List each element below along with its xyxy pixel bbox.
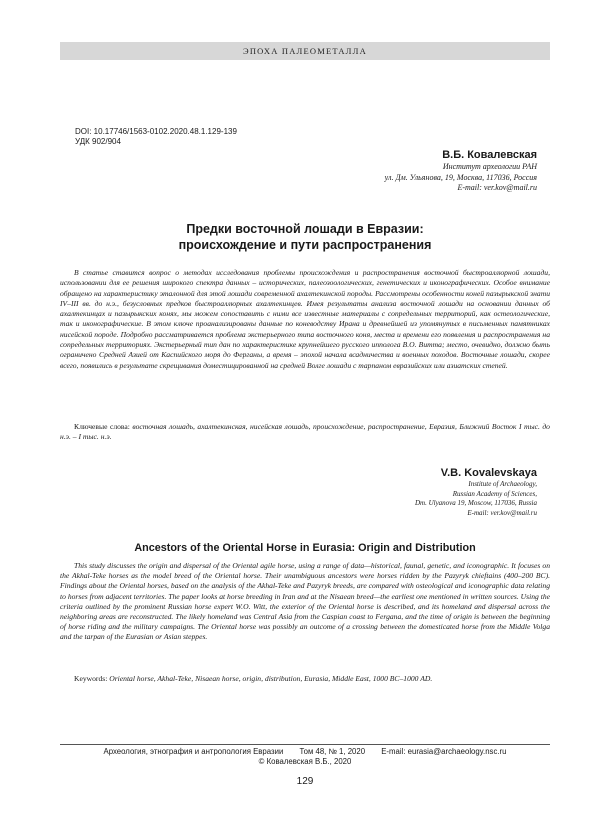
page-number: 129 bbox=[296, 776, 314, 787]
address-line-ru: ул. Дм. Ульянова, 19, Москва, 117036, Россия bbox=[384, 172, 537, 182]
keywords-ru-label: Ключевые слова: bbox=[74, 422, 130, 431]
affiliation-line-en-2: Russian Academy of Sciences, bbox=[452, 489, 537, 498]
keywords-en-text: Oriental horse, Akhal-Teke, Nisaean horse, origin, distribution, Eurasia, Middle East, 1000 BC–1000 AD. bbox=[109, 674, 433, 683]
affiliation-line-ru: Институт археологии РАН bbox=[442, 162, 537, 171]
udk: УДК 902/904 bbox=[75, 137, 121, 146]
section-header: ЭПОХА ПАЛЕОМЕТАЛЛА bbox=[60, 42, 550, 60]
email-en: E-mail: ver.kov@mail.ru bbox=[467, 508, 537, 517]
affiliation-line-en-1: Institute of Archaeology, bbox=[468, 480, 537, 488]
footer-divider bbox=[60, 744, 550, 745]
title-ru-line-2: происхождение и пути распространения bbox=[178, 237, 432, 252]
abstract-en: This study discusses the origin and dispersal of the Oriental agile horse, using a range of data—historical, faunal, genetic, and iconographic. It focuses on the Akhal-Teke horses as the model breed of the Oriental horse. Their unambiguous ancestors were horses ridden by the Pazyryk chieftains (400–200 BC). Findings about the Oriental horses, based on the analysis of the Akhal-Teke and Pazyryk breeds, are compared with osteological and iconographic data relating to horses from adjacent territories. The paper looks at horse breeding in Iran and at the Nisaean breed—the earliest one mentioned in written sources. Using the criteria outlined by the prominent Russian horse expert W.O. Witt, the exterior of the Oriental horse is described, and its homeland and dispersal across the neighboring areas are reconstructed. The likely homeland was Central Asia from the Caspian coast to Fergana, and the time of origin is between the beginning of horse riding and the military campaigns. The Oriental horse was possibly an outcome of a crossing between the domesticated horse from the Middle Volga and the tarpan of the Eurasian or Asian steppes. bbox=[60, 561, 550, 642]
address-line-en: Dm. Ulyanova 19, Moscow, 117036, Russia bbox=[414, 499, 537, 507]
keywords-ru bbox=[60, 422, 550, 443]
author-block-en bbox=[415, 466, 537, 518]
article-title-en: Ancestors of the Oriental Horse in Eurasia: Origin and Distribution bbox=[134, 542, 476, 554]
author-name-en: V.B. Kovalevskaya bbox=[440, 467, 537, 479]
keywords-ru-text: восточная лошадь, ахалтекинская, нисейская лошадь, происхождение, распространение, Евразия, Ближний Восток I тыс. до н.э. – I тыс. н.э. bbox=[60, 422, 550, 442]
footer-email: E-mail: eurasia@archaeology.nsc.ru bbox=[381, 747, 507, 756]
footer-volume: Том 48, № 1, 2020 bbox=[299, 747, 366, 756]
keywords-en bbox=[60, 674, 550, 684]
title-ru-line-1: Предки восточной лошади в Евразии: bbox=[186, 222, 424, 236]
abstract-ru: В статье ставится вопрос о методах исследования проблемы происхождения и распространения восточной быстроаллюрной лошади, использовании для ее решения широкого спектра данных – исторических, палеозоологических, генетических и иконографических. Особое внимание обращено на характеристику эталонной для этой лошади современной ахалтекинской породы. Рассмотрены особенности коней пазырыкской знати IV–III вв. до н.э., безусловных предков быстроаллюрных ахалтекинцев. Имея результаты анализа восточной лошади на основании данных об ахалтекинцах и пазырыкских конях, мы можем сопоставить с ними все известные материалы с сопредельных территорий, как остеологические, так и иконографические. В этом ключе проанализированы данные по коневодству Ирана и древнейшей из упомянутых в письменных памятниках нисейской породе. Подробно рассматривается проблема экстерьерного типа восточного коня, места и времени его появления и распространения на сопредельных территориях. Экстерьерный тип дан по характеристике крупнейшего русского ипполога В.О. Витта; место, очевидно, должно быть ограничено Средней Азией от Каспийского моря до Ферганы, а время – эпохой начала всадничества и военных походов. Восточные лошади, скорее всего, появились в результате скрещивания доместицированной на средней Волге лошади с тарпаном евразийских или азиатских степей. bbox=[60, 268, 550, 370]
footer-journal: Археология, этнография и антропология Евразии bbox=[103, 747, 284, 756]
footer-copyright: © Ковалевская В.Б., 2020 bbox=[258, 757, 352, 766]
email-ru: E-mail: ver.kov@mail.ru bbox=[457, 183, 537, 192]
doi: DOI: 10.17746/1563-0102.2020.48.1.129-139 bbox=[75, 127, 237, 136]
keywords-en-label: Keywords: bbox=[74, 674, 108, 683]
author-block-ru bbox=[385, 148, 537, 194]
article-title-ru bbox=[60, 222, 550, 253]
author-name-ru: В.Б. Ковалевская bbox=[442, 149, 537, 161]
footer-citation bbox=[60, 747, 550, 757]
